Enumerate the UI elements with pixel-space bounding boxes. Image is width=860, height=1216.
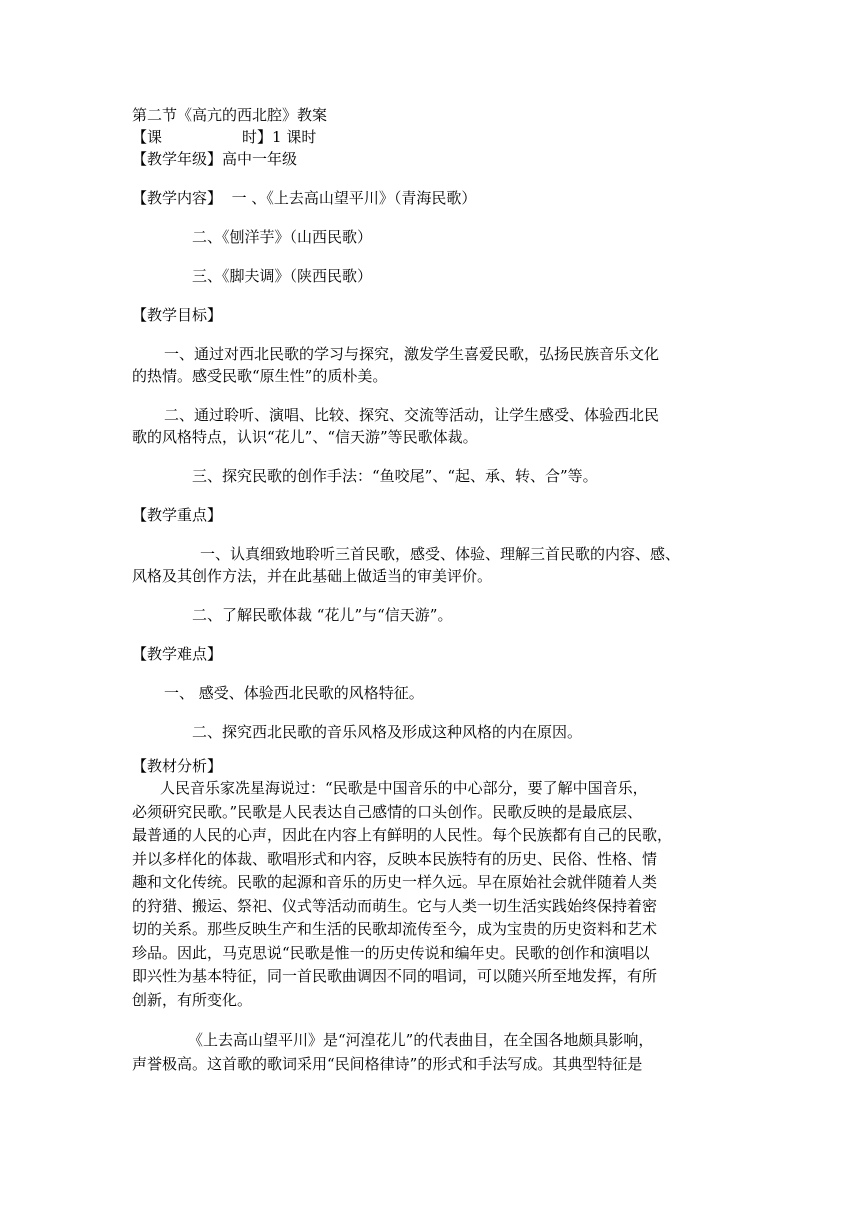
content-item-3: 三、《脚夫调》（陕西民歌） [192, 267, 373, 285]
content-item-2: 二、《刨洋芋》（山西民歌） [192, 228, 373, 246]
goal-3: 三、探究民歌的创作手法：“鱼咬尾”、“起、承、转、合”等。 [192, 467, 598, 485]
analysis-p1-line-7: 切的关系。那些反映生产和生活的民歌却流传至今，成为宝贵的历史资料和艺术 [132, 920, 658, 938]
key-point-1-line-1: 一、认真细致地聆听三首民歌，感受、体验、理解三首民歌的内容、感、 [200, 545, 681, 563]
document-page [132, 104, 732, 1076]
analysis-p1-line-10: 创新，有所变化。 [132, 990, 253, 1009]
class-hours-label-b: 时】 [242, 128, 273, 146]
analysis-p1-line-3: 最普通的人民的心声，因此在内容上有鲜明的人民性。每个民族都有自己的民歌， [132, 826, 673, 844]
goal-1-line-2: 的热情。感受民歌“原生性”的质朴美。 [132, 367, 388, 385]
content-item-1: 一 、《上去高山望平川》（青海民歌） [231, 189, 477, 207]
goal-2-line-1: 二、通过聆听、演唱、比较、探究、交流等活动，让学生感受、体验西北民 [164, 406, 660, 424]
analysis-p1-line-4: 并以多样化的体裁、歌唱形式和内容，反映本民族特有的历史、民俗、性格、情 [132, 849, 658, 868]
key-points-heading: 【教学重点】 [132, 506, 223, 524]
analysis-p1-line-9: 即兴性为基本特征，同一首民歌曲调因不同的唱词，可以随兴所至地发挥，有所 [132, 967, 658, 985]
difficulties-heading: 【教学难点】 [132, 645, 223, 663]
grade-line: 【教学年级】高中一年级 [132, 150, 298, 168]
class-hours-line [132, 126, 732, 148]
class-hours-value: 1 课时 [272, 128, 317, 146]
analysis-heading: 【教材分析】 [132, 757, 223, 775]
content-heading: 【教学内容】 [132, 189, 223, 207]
analysis-p1-line-1: 人民音乐家冼星海说过：“民歌是中国音乐的中心部分，要了解中国音乐， [160, 779, 648, 797]
content-line-1 [132, 187, 732, 209]
analysis-p2-line-2: 声誉极高。这首歌的歌词采用“民间格律诗”的形式和手法写成。其典型特征是 [132, 1054, 643, 1073]
analysis-p1-line-6: 的狩猎、搬运、祭祀、仪式等活动而萌生。它与人类一切生活实践始终保持着密 [132, 896, 658, 915]
goal-2-line-2: 歌的风格特点，认识“花儿”、“信天游”等民歌体裁。 [132, 428, 478, 446]
difficulty-2: 二、探究西北民歌的音乐风格及形成这种风格的内在原因。 [192, 723, 583, 741]
analysis-p2-line-1: 《上去高山望平川》是“河湟花儿”的代表曲目，在全国各地颇具影响， [188, 1031, 654, 1049]
key-point-2: 二、了解民歌体裁 “花儿”与“信天游”。 [192, 606, 453, 624]
analysis-p1-line-8: 珍品。因此，马克思说“民歌是惟一的历史传说和编年史。民歌的创作和演唱以 [132, 943, 650, 962]
goal-1-line-1: 一、通过对西北民歌的学习与探究，激发学生喜爱民歌，弘扬民族音乐文化 [164, 345, 660, 363]
key-point-1-line-2: 风格及其创作方法，并在此基础上做适当的审美评价。 [132, 567, 493, 585]
document-title: 第二节《高亢的西北腔》教案 [132, 106, 328, 124]
difficulty-1: 一、 感受、体验西北民歌的风格特征。 [164, 684, 424, 702]
class-hours-label-a: 【课 [132, 128, 163, 146]
goals-heading: 【教学目标】 [132, 306, 223, 324]
analysis-p1-line-5: 趣和文化传统。民歌的起源和音乐的历史一样久远。早在原始社会就伴随着人类 [132, 873, 658, 891]
analysis-p1-line-2: 必须研究民歌。”民歌是人民表达自己感情的口头创作。民歌反映的是最底层、 [132, 802, 643, 821]
